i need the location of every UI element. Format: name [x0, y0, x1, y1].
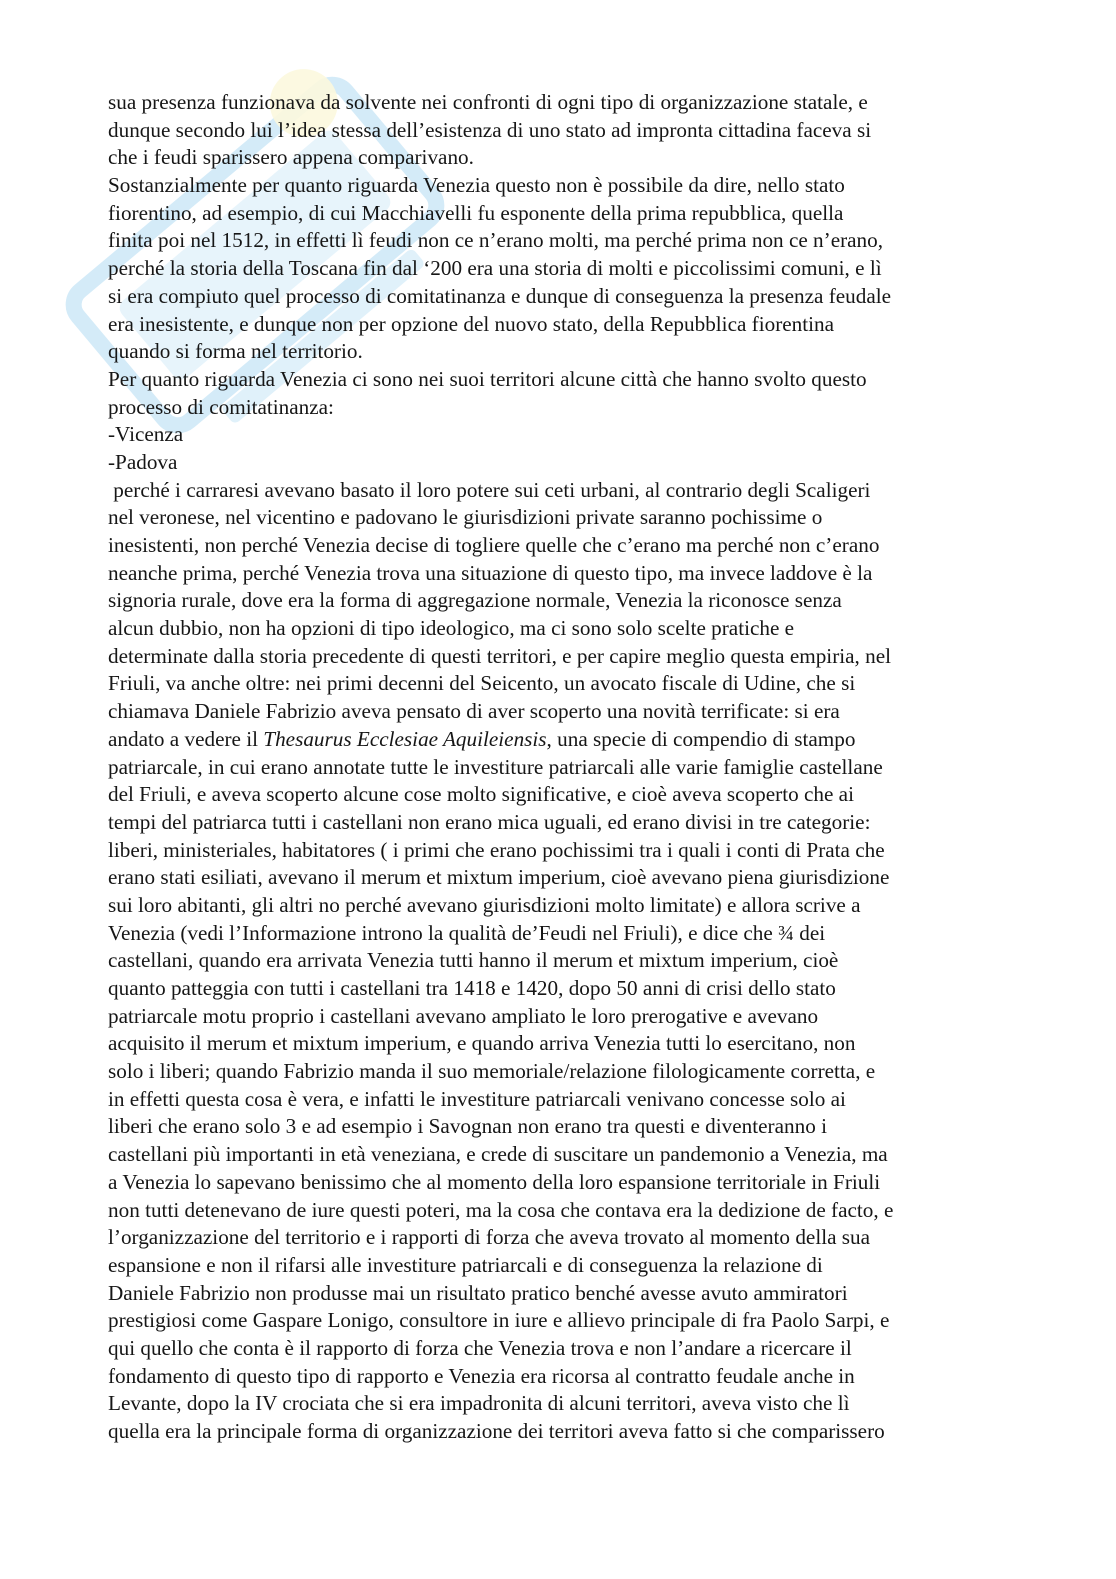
text-line: Daniele Fabrizio non produsse mai un risultato pratico benché avesse avuto ammiratori: [108, 1280, 848, 1305]
text-line: quanto patteggia con tutti i castellani tra 1418 e 1420, dopo 50 anni di crisi dello stato: [108, 976, 836, 1000]
text-line: quando si forma nel territorio.: [108, 339, 363, 364]
text-line: patriarcale, in cui erano annotate tutte le investiture patriarcali alle varie famiglie castellane: [108, 754, 883, 779]
text-line: dunque secondo lui l’idea stessa dell’esistenza di uno stato ad impronta cittadina faceva si: [108, 117, 872, 142]
text-line: liberi, ministeriales, habitatores ( i primi che erano pochissimi tra i quali i conti di Prata che: [108, 837, 885, 862]
text-line: signoria rurale, dove era la forma di aggregazione normale, Venezia la riconosce senza: [108, 588, 842, 613]
text-line: nel veronese, nel vicentino e padovano le giurisdizioni private saranno pochissime o: [108, 505, 823, 530]
text-line: perché la storia della Toscana fin dal ‘200 era una storia di molti e piccolissimi comuni, e lì: [108, 256, 882, 281]
text-line: alcun dubbio, non ha opzioni di tipo ideologico, ma ci sono solo scelte pratiche e: [108, 616, 795, 641]
thesaurus-after: , una specie di compendio di stampo: [546, 726, 856, 751]
text-line: fiorentino, ad esempio, di cui Macchiavelli fu esponente della prima repubblica, quella: [108, 200, 844, 225]
text-line: patriarcale motu proprio i castellani avevano ampliato le loro prerogative e avevano: [108, 1003, 819, 1028]
text-line: Venezia (vedi l’Informazione introno la qualità de’Feudi nel Friuli), e dice che ¾ dei: [108, 920, 826, 945]
text-line: qui quello che conta è il rapporto di forza che Venezia trova e non l’andare a ricercare il: [108, 1335, 852, 1360]
text-line: l’organizzazione del territorio e i rapporti di forza che aveva trovato al momento della sua: [108, 1225, 871, 1250]
text-line: castellani, quando era arrivata Venezia tutti hanno il merum et mixtum imperium, cioè: [108, 948, 839, 973]
text-line: sui loro abitanti, gli altri no perché avevano giurisdizioni molto limitate) e allora scrive a: [108, 892, 861, 917]
text-line: a Venezia lo sapevano benissimo che al momento della loro espansione territoriale in Friuli: [108, 1169, 881, 1194]
text-line: del Friuli, e aveva scoperto alcune cose molto significative, e cioè aveva scoperto che ai: [108, 782, 854, 807]
text-line: processo di comitatinanza:: [108, 394, 334, 419]
text-line: non tutti detenevano de iure questi poteri, ma la cosa che contava era la dedizione de facto, e: [108, 1197, 894, 1222]
text-line: fondamento di questo tipo di rapporto e Venezia era ricorsa al contratto feudale anche in: [108, 1363, 855, 1388]
list-item-padova: -Padova: [108, 449, 178, 474]
text-line: che i feudi sparissero appena comparivano.: [108, 145, 474, 170]
text-line: Friuli, va anche oltre: nei primi decenni del Seicento, un avocato fiscale di Udine, che si: [108, 671, 856, 696]
text-line: acquisito il merum et mixtum imperium, e quando arriva Venezia tutti lo esercitano, non: [108, 1031, 856, 1056]
text-line: perché i carraresi avevano basato il loro potere sui ceti urbani, al contrario degli Scaligeri: [108, 477, 871, 502]
text-line: determinate dalla storia precedente di questi territori, e per capire meglio questa empiria, nel: [108, 643, 892, 668]
text-line: liberi che erano solo 3 e ad esempio i Savognan non erano tra questi e diventeranno i: [108, 1114, 827, 1139]
text-line: solo i liberi; quando Fabrizio manda il suo memoriale/relazione filologicamente corretta, e: [108, 1059, 876, 1084]
text-line: finita poi nel 1512, in effetti lì feudi non ce n’erano molti, ma perché prima non ce n’erano,: [108, 228, 884, 253]
text-line-thesaurus: [108, 726, 1023, 754]
text-line: castellani più importanti in età veneziana, e crede di suscitare un pandemonio a Venezia, ma: [108, 1142, 888, 1167]
text-line: Sostanzialmente per quanto riguarda Venezia questo non è possibile da dire, nello stato: [108, 173, 845, 198]
text-line: era inesistente, e dunque non per opzione del nuovo stato, della Repubblica fiorentina: [108, 311, 835, 336]
text-line: prestigiosi come Gaspare Lonigo, consultore in iure e allievo principale di fra Paolo Sarpi, e: [108, 1308, 890, 1333]
text-line: Per quanto riguarda Venezia ci sono nei suoi territori alcune città che hanno svolto questo: [108, 366, 867, 391]
text-line: sua presenza funzionava da solvente nei confronti di ogni tipo di organizzazione statale, e: [108, 90, 868, 114]
document-body: [108, 89, 1023, 1446]
thesaurus-before: andato a vedere il: [108, 726, 264, 751]
text-line: chiamava Daniele Fabrizio aveva pensato di aver scoperto una novità terrificate: si era: [108, 699, 840, 724]
text-line: erano stati esiliati, avevano il merum et mixtum imperium, cioè avevano piena giurisdizione: [108, 865, 890, 890]
text-line: quella era la principale forma di organizzazione dei territori aveva fatto si che comparissero: [108, 1419, 885, 1443]
text-line: inesistenti, non perché Venezia decise di togliere quelle che c’erano ma perché non c’erano: [108, 533, 880, 557]
text-line: in effetti questa cosa è vera, e infatti le investiture patriarcali venivano concesse solo ai: [108, 1086, 846, 1111]
text-line: espansione e non il rifarsi alle investiture patriarcali e di conseguenza la relazione di: [108, 1252, 823, 1277]
text-line: tempi del patriarca tutti i castellani non erano mica uguali, ed erano divisi in tre categorie:: [108, 809, 871, 834]
thesaurus-title: Thesaurus Ecclesiae Aquileiensis: [263, 726, 547, 751]
text-line: Levante, dopo la IV crociata che si era impadronita di alcuni territori, aveva visto che lì: [108, 1391, 850, 1416]
list-item-vicenza: -Vicenza: [108, 422, 184, 447]
text-line: si era compiuto quel processo di comitatinanza e dunque di conseguenza la presenza feudale: [108, 283, 892, 308]
text-line: neanche prima, perché Venezia trova una situazione di questo tipo, ma invece laddove è la: [108, 560, 873, 585]
